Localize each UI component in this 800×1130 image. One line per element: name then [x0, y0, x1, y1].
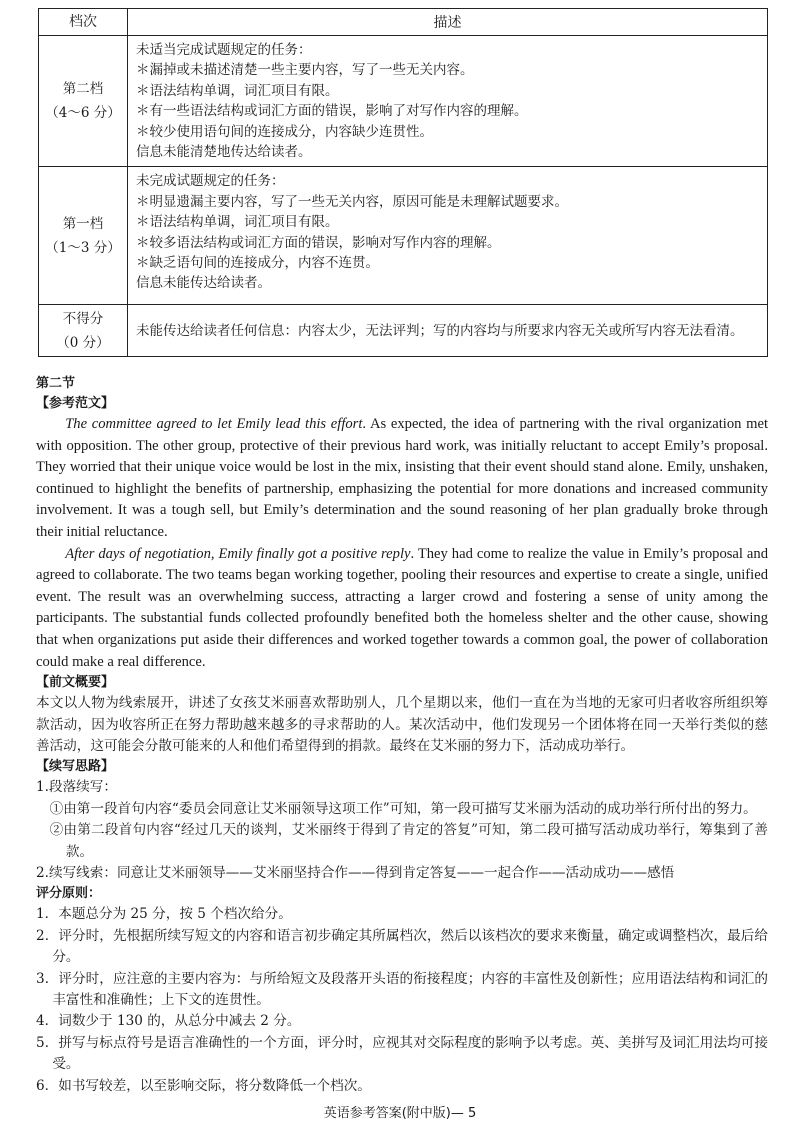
level-name: 第一档: [62, 215, 104, 232]
scoring-table: [38, 8, 768, 357]
ideas-item: 1.段落续写：: [36, 779, 117, 796]
table-row: [39, 36, 768, 167]
description-line: ＊语法结构单调，词汇项目有限。: [136, 214, 339, 231]
ideas-heading: 【续写思路】: [36, 759, 115, 775]
section-title: 第二节: [36, 376, 76, 391]
description-line: ＊较少使用语句间的连接成分，内容缺少连贯性。: [136, 123, 433, 140]
ideas-subitem: ②由第二段首句内容“经过几天的谈判，艾米丽终于得到了肯定的答复”可知，第二段可描写活动成功举行，筹集到了善款。: [49, 822, 768, 860]
description-line: ＊有一些语法结构或词汇方面的错误，影响了对写作内容的理解。: [136, 103, 528, 120]
summary-text: 本文以人物为线索展开，讲述了女孩艾米丽喜欢帮助别人，几个星期以来，他们一直在为当地的无家可归者收容所组织筹款活动，因为收容所正在努力帮助越来越多的寻求帮助的人。某次活动中，他们发现另一个团体将在同一天举行类似的慈善活动，这可能会分散可能来的人和他们希望得到的捐款。最终在艾米丽的努力下，活动成功举行。: [36, 695, 768, 754]
paragraph-1-body: . As expected, the idea of partnering with the rival organization met with opposition. The other group, protective of their previous hard work, was initially reluctant to accept Emily’s proposal. They worried that their unique voice would be lost in the mix, insisting that their event should stand alone. Emily, unshaken, continued to highlight the benefits of partnership, emphasizing the potential for more donations and increased community involvement. It was a tough sell, but Emily’s determination and the sound reasoning of her plan gradually broke through their initial reluctance.: [36, 416, 768, 540]
description-cell: [128, 36, 768, 167]
essay-paragraph-2: [36, 544, 768, 674]
header-description: 描述: [128, 9, 768, 36]
page-footer: 英语参考答案(附中版)— 5: [323, 1106, 477, 1121]
level-cell: [39, 305, 128, 357]
summary-heading: 【前文概要】: [36, 675, 115, 691]
level-name: 不得分: [62, 310, 104, 327]
paragraph-1-lead: The committee agreed to let Emily lead this effort: [65, 416, 363, 432]
header-level: 档次: [39, 9, 128, 36]
level-cell: [39, 167, 128, 305]
paragraph-2-body: . They had come to realize the value in Emily’s proposal and agreed to collaborate. The two teams began working together, pooling their resources and expertise to create a single, unified event. The result was an overwhelming success, attracting a larger crowd and fostering a sense of unity among the participants. The substantial funds collected profoundly benefited both the homeless shelter and the other cause, showing that when organizations put aside their differences and worked together towards a common goal, the power of collaboration could make a real difference.: [36, 545, 768, 670]
description-line: 未适当完成试题规定的任务：: [136, 42, 312, 58]
description-line: ＊缺乏语句间的连接成分，内容不连贯。: [136, 255, 379, 272]
reference-essay-heading: 【参考范文】: [36, 396, 115, 411]
description-line: 未能传达给读者任何信息：内容太少，无法评判；写的内容均与所要求内容无关或所写内容无法看清。: [136, 322, 744, 339]
description-line: 信息未能清楚地传达给读者。: [136, 144, 312, 161]
rules-heading: 评分原则：: [36, 886, 102, 902]
level-score: （0 分）: [56, 334, 110, 351]
rule-item: 4．词数少于 130 的，从总分中减去 2 分。: [36, 1013, 301, 1030]
table-header-row: [39, 9, 768, 36]
description-line: ＊明显遗漏主要内容，写了一些无关内容，原因可能是未理解试题要求。: [136, 193, 568, 210]
level-score: （1～3 分）: [45, 239, 121, 256]
description-line: ＊语法结构单调，词汇项目有限。: [136, 82, 339, 99]
description-cell: [128, 305, 768, 357]
rule-item: 2．评分时，先根据所续写短文的内容和语言初步确定其所属档次，然后以该档次的要求来衡量，确定或调整档次，最后给分。: [36, 927, 768, 966]
rule-item: 1．本题总分为 25 分，按 5 个档次给分。: [36, 906, 292, 923]
description-line: 信息未能传达给读者。: [136, 275, 271, 292]
level-score: （4～6 分）: [45, 105, 121, 122]
section-two: [36, 374, 768, 1097]
level-cell: [39, 36, 128, 167]
rule-item: 5．拼写与标点符号是语言准确性的一个方面，评分时，应视其对交际程度的影响予以考虑。英、美拼写及词汇用法均可接受。: [36, 1034, 768, 1073]
ideas-block: [36, 777, 768, 884]
ideas-item: 2.续写线索：同意让艾米丽领导——艾米丽坚持合作——得到肯定答复——一起合作——活动成功——感悟: [36, 864, 675, 881]
description-cell: [128, 167, 768, 305]
reference-essay: [36, 414, 768, 673]
description-line: 未完成试题规定的任务：: [136, 173, 285, 190]
table-row: [39, 167, 768, 305]
rules-list: [36, 904, 768, 1097]
level-name: 第二档: [62, 81, 104, 98]
paragraph-2-lead: After days of negotiation, Emily finally got a positive reply: [65, 545, 411, 562]
ideas-subitem: ①由第一段首句内容“委员会同意让艾米丽领导这项工作”可知，第一段可描写艾米丽为活动的成功举行所付出的努力。: [49, 800, 757, 817]
table-row: [39, 305, 768, 357]
rule-item: 3．评分时，应注意的主要内容为：与所给短文及段落开头语的衔接程度；内容的丰富性及创新性；应用语法结构和词汇的丰富性和准确性；上下文的连贯性。: [36, 970, 768, 1008]
description-line: ＊漏掉或未描述清楚一些主要内容，写了一些无关内容。: [136, 62, 474, 79]
rule-item: 6．如书写较差，以至影响交际，将分数降低一个档次。: [36, 1077, 371, 1094]
essay-paragraph-1: [36, 414, 768, 544]
description-line: ＊较多语法结构或词汇方面的错误，影响对写作内容的理解。: [136, 234, 501, 251]
